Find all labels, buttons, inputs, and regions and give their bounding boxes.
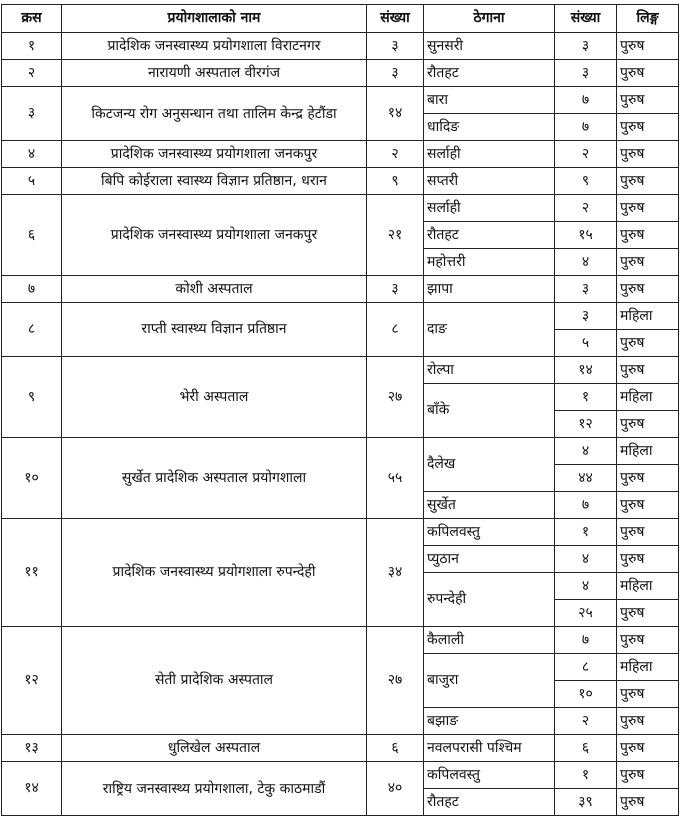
cell-count: ६ [555,735,617,762]
cell-total-count: ३ [367,60,424,87]
cell-serial-number: ११ [2,519,62,627]
cell-lab-name: राष्ट्रिय जनस्वास्थ्य प्रयोगशाला, टेकु काठमाडौं [62,762,367,816]
cell-total-count: २७ [367,357,424,438]
cell-lab-name: राप्ती स्वास्थ्य विज्ञान प्रतिष्ठान [62,303,367,357]
cell-count: २५ [555,600,617,627]
cell-count: ४ [555,546,617,573]
cell-gender: पुरुष [617,627,679,654]
cell-count: १४ [555,357,617,384]
cell-address: बारा [424,87,555,114]
cell-gender: पुरुष [617,492,679,519]
cell-gender: पुरुष [617,708,679,735]
cell-count: ४ [555,438,617,465]
cell-gender: महिला [617,384,679,411]
cell-count: ४ [555,249,617,276]
cell-gender: महिला [617,438,679,465]
cell-gender: पुरुष [617,276,679,303]
cell-address: सप्तरी [424,168,555,195]
cell-gender: महिला [617,573,679,600]
header-gender: लिङ्ग [617,5,679,33]
cell-address: रोल्पा [424,357,555,384]
cell-address: रौतहट [424,789,555,816]
cell-serial-number: ८ [2,303,62,357]
cell-serial-number: ३ [2,87,62,141]
cell-total-count: ३४ [367,519,424,627]
cell-gender: महिला [617,654,679,681]
cell-address: दैलेख [424,438,555,492]
cell-lab-name: किटजन्य रोग अनुसन्धान तथा तालिम केन्द्र हेटौंडा [62,87,367,141]
cell-serial-number: ४ [2,141,62,168]
cell-total-count: ३ [367,33,424,60]
cell-lab-name: सुर्खेत प्रादेशिक अस्पताल प्रयोगशाला [62,438,367,519]
cell-serial-number: २ [2,60,62,87]
cell-address: सुर्खेत [424,492,555,519]
table-row [2,627,679,654]
header-count-2: संख्या [555,5,617,33]
cell-total-count: ५५ [367,438,424,519]
cell-address: कैलाली [424,627,555,654]
cell-gender: पुरुष [617,60,679,87]
cell-total-count: २ [367,141,424,168]
cell-lab-name: प्रादेशिक जनस्वास्थ्य प्रयोगशाला रुपन्देही [62,519,367,627]
table-row [2,141,679,168]
table-row [2,762,679,789]
cell-gender: पुरुष [617,249,679,276]
table-row [2,60,679,87]
table-row [2,168,679,195]
cell-gender: पुरुष [617,33,679,60]
table-row [2,303,679,330]
cell-gender: महिला [617,303,679,330]
cell-gender: पुरुष [617,411,679,438]
table-row [2,519,679,546]
cell-total-count: ३ [367,276,424,303]
cell-count: ३ [555,33,617,60]
cell-count: ५ [555,330,617,357]
table-row [2,195,679,222]
table-row [2,276,679,303]
cell-address: कपिलवस्तु [424,762,555,789]
cell-total-count: १४ [367,87,424,141]
cell-count: १ [555,519,617,546]
cell-address: झापा [424,276,555,303]
cell-total-count: ६ [367,735,424,762]
cell-serial-number: १३ [2,735,62,762]
cell-count: ४४ [555,465,617,492]
header-lab-name: प्रयोगशालाको नाम [62,5,367,33]
cell-count: ७ [555,87,617,114]
cell-lab-name: धुलिखेल अस्पताल [62,735,367,762]
cell-lab-name: नारायणी अस्पताल वीरगंज [62,60,367,87]
cell-address: रौतहट [424,60,555,87]
cell-gender: पुरुष [617,222,679,249]
cell-address: बाजुरा [424,654,555,708]
cell-gender: पुरुष [617,195,679,222]
cell-lab-name: प्रादेशिक जनस्वास्थ्य प्रयोगशाला जनकपुर [62,141,367,168]
cell-gender: पुरुष [617,465,679,492]
lab-results-table [1,4,679,816]
cell-address: सर्लाही [424,195,555,222]
cell-count: ३ [555,276,617,303]
cell-gender: पुरुष [617,546,679,573]
cell-lab-name: सेती प्रादेशिक अस्पताल [62,627,367,735]
cell-gender: पुरुष [617,519,679,546]
cell-gender: पुरुष [617,735,679,762]
cell-count: १ [555,384,617,411]
cell-count: ८ [555,654,617,681]
cell-gender: पुरुष [617,681,679,708]
cell-address: नवलपरासी पश्चिम [424,735,555,762]
cell-address: सुनसरी [424,33,555,60]
cell-total-count: २७ [367,627,424,735]
cell-count: २ [555,195,617,222]
cell-gender: पुरुष [617,114,679,141]
cell-address: सर्लाही [424,141,555,168]
table-row [2,438,679,465]
cell-count: ७ [555,114,617,141]
cell-lab-name: कोशी अस्पताल [62,276,367,303]
cell-serial-number: १० [2,438,62,519]
cell-count: ३९ [555,789,617,816]
cell-count: ३ [555,303,617,330]
cell-count: ३ [555,60,617,87]
cell-serial-number: ६ [2,195,62,276]
cell-address: महोत्तरी [424,249,555,276]
cell-serial-number: १ [2,33,62,60]
cell-total-count: ८ [367,303,424,357]
cell-count: १५ [555,222,617,249]
cell-address: कपिलवस्तु [424,519,555,546]
cell-address: बझाङ [424,708,555,735]
header-count: संख्या [367,5,424,33]
table-row [2,33,679,60]
cell-gender: पुरुष [617,600,679,627]
table-row [2,357,679,384]
cell-address: दाङ [424,303,555,357]
cell-count: १ [555,762,617,789]
cell-total-count: २१ [367,195,424,276]
cell-address: बाँके [424,384,555,438]
cell-total-count: ४० [367,762,424,816]
cell-gender: पुरुष [617,141,679,168]
cell-serial-number: ९ [2,357,62,438]
cell-serial-number: १४ [2,762,62,816]
cell-lab-name: बिपि कोईराला स्वास्थ्य विज्ञान प्रतिष्ठान, धरान [62,168,367,195]
cell-total-count: ९ [367,168,424,195]
table-header-row [2,5,679,33]
cell-address: रौतहट [424,222,555,249]
cell-gender: पुरुष [617,357,679,384]
cell-lab-name: भेरी अस्पताल [62,357,367,438]
header-sn: क्रस [2,5,62,33]
table-row [2,87,679,114]
cell-count: २ [555,141,617,168]
cell-count: १० [555,681,617,708]
table-body [2,33,679,816]
cell-address: प्युठान [424,546,555,573]
cell-count: १२ [555,411,617,438]
cell-count: ९ [555,168,617,195]
cell-gender: पुरुष [617,789,679,816]
cell-serial-number: ७ [2,276,62,303]
cell-count: २ [555,708,617,735]
cell-address: धादिङ [424,114,555,141]
cell-gender: पुरुष [617,168,679,195]
cell-serial-number: ५ [2,168,62,195]
cell-count: ४ [555,573,617,600]
cell-count: ७ [555,492,617,519]
header-address: ठेगाना [424,5,555,33]
cell-lab-name: प्रादेशिक जनस्वास्थ्य प्रयोगशाला जनकपुर [62,195,367,276]
cell-lab-name: प्रादेशिक जनस्वास्थ्य प्रयोगशाला विराटनगर [62,33,367,60]
cell-gender: पुरुष [617,87,679,114]
cell-serial-number: १२ [2,627,62,735]
cell-gender: पुरुष [617,330,679,357]
cell-address: रुपन्देही [424,573,555,627]
cell-count: ७ [555,627,617,654]
table-row [2,735,679,762]
cell-gender: पुरुष [617,762,679,789]
